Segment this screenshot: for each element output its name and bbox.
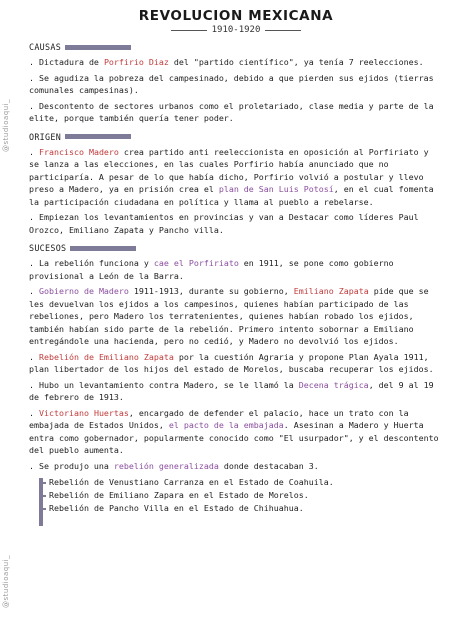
sucesos-paragraph-5	[29, 407, 443, 457]
text-run: en 1911, se pone como gobierno provisional a León de la Barra.	[29, 258, 394, 281]
origen-paragraph-2: . Empiezan los levantamientos en provincias y van a Destacar como líderes Paul Orozco, Emiliano Zapata y Pancho villa.	[29, 212, 419, 235]
text-run: del "partido científico", ya tenía 7 reelecciones.	[168, 57, 424, 67]
origen-paragraph-1	[29, 146, 443, 209]
list-item: Rebelión de Pancho Villa en el Estado de Chihuahua.	[39, 502, 443, 515]
page-title: REVOLUCION MEXICANA	[138, 8, 334, 24]
year-range-text: 1910-1920	[211, 25, 261, 35]
section-label-sucesos: SUCESOS	[29, 243, 67, 253]
highlight-gobierno-madero: Gobierno de Madero	[39, 286, 129, 296]
highlight-decena-tragica: Decena trágica	[298, 379, 369, 390]
document-page	[29, 0, 443, 515]
text-run: 1911-1913, durante su gobierno,	[128, 286, 294, 296]
section-header-origen	[29, 131, 443, 143]
section-bar-sucesos	[70, 246, 136, 251]
highlight-rebelion-zapata: Rebelión de Emiliano Zapata	[39, 351, 174, 362]
text-run: pide que se les devuelvan los ejidos a los campesinos, quienes habían participado de las rebeliones, pero Madero los terratenientes, quienes habían robado los ejidos, también habían sido parte de la rebelión. Primero intento sobornar a Emiliano entregándole una hacienda, pero no cedió, y Madero no devolvió los ejidos.	[29, 286, 429, 346]
sucesos-paragraph-4	[29, 379, 443, 404]
text-run: , del 9 al 19 de febrero de 1913.	[29, 379, 434, 402]
list-item: Rebelión de Venustiano Carranza en el Estado de Coahuila.	[39, 476, 443, 489]
year-range	[29, 25, 443, 35]
highlight-pacto-embajada: el pacto de la embajada	[168, 420, 284, 430]
text-run: . Asesinan a Madero y Huerta entra como gobernador, popularmente conocido como "El usurpador", y el descontento del pueblo aumenta.	[29, 420, 439, 455]
text-run: crea partido anti reeleccionista en oposición al Porfiriato y se lanza a las elecciones, en las cuales Porfirio había anunciado que no participaría. A pesar de lo que había dicho, Porfirio volvió a postular y llevo preso a Madero, ya en prisión crea el	[29, 146, 429, 194]
text-run: .	[29, 351, 39, 362]
text-run: por la cuestión Agraria y propone Plan Ayala 1911, plan libertador de los hijos del estado de Morelos, buscaba recuperar los ejidos.	[29, 351, 434, 374]
text-run: . Se produjo una	[29, 460, 114, 471]
highlight-victoriano-huertas: Victoriano Huertas	[39, 407, 129, 418]
year-rule-left	[171, 30, 207, 31]
watermark-bottom: @studioaqui_	[2, 554, 10, 608]
list-item: Rebelión de Emiliano Zapara en el Estado de Morelos.	[39, 489, 443, 502]
sucesos-paragraph-6	[29, 460, 443, 473]
sucesos-paragraph-2	[29, 285, 443, 348]
highlight-rebelion-generalizada: rebelión generalizada	[113, 460, 219, 471]
text-run: , en el cual fomenta la participación ciudadana en política y llama al pueblo a rebelarse.	[29, 184, 434, 207]
section-label-origen: ORIGEN	[29, 131, 62, 142]
section-label-causas: CAUSAS	[29, 42, 62, 52]
rebellion-list	[39, 476, 443, 515]
text-run: . La rebelión funciona y	[29, 258, 154, 268]
section-bar-origen	[65, 134, 131, 139]
highlight-cae-porfiriato: cae el Porfiriato	[153, 258, 239, 268]
text-run: , encargado de defender el palacio, hace un trato con la embajada de Estados Unidos,	[29, 407, 409, 430]
section-header-causas	[29, 41, 443, 53]
causas-paragraph-1	[29, 56, 443, 69]
year-rule-right	[265, 30, 301, 31]
highlight-plan-san-luis: plan de San Luis Potosí	[218, 184, 334, 194]
text-run: . Hubo un levantamiento contra Madero, se le llamó la	[29, 379, 299, 390]
watermark-top: @studioaqui_	[2, 98, 10, 152]
text-run: .	[29, 146, 39, 157]
highlight-emiliano-zapata: Emiliano Zapata	[293, 286, 369, 296]
text-run: .	[29, 407, 39, 418]
section-bar-causas	[65, 45, 131, 50]
causas-paragraph-2: . Se agudiza la pobreza del campesinado, debido a que pierden sus ejidos (tierras comunales campesinas).	[29, 72, 434, 95]
sucesos-paragraph-3	[29, 351, 443, 376]
highlight-porfirio-diaz: Porfirio Diaz	[103, 57, 169, 67]
text-run: .	[29, 286, 39, 296]
sucesos-paragraph-1	[29, 257, 443, 282]
highlight-francisco-madero: Francisco Madero	[39, 146, 119, 157]
causas-paragraph-3: . Descontento de sectores urbanos como el proletariado, clase media y parte de la elite, porque también quería tener poder.	[29, 100, 434, 123]
text-run: . Dictadura de	[29, 57, 104, 67]
section-header-sucesos	[29, 242, 443, 254]
text-run: donde destacaban 3.	[218, 460, 319, 471]
